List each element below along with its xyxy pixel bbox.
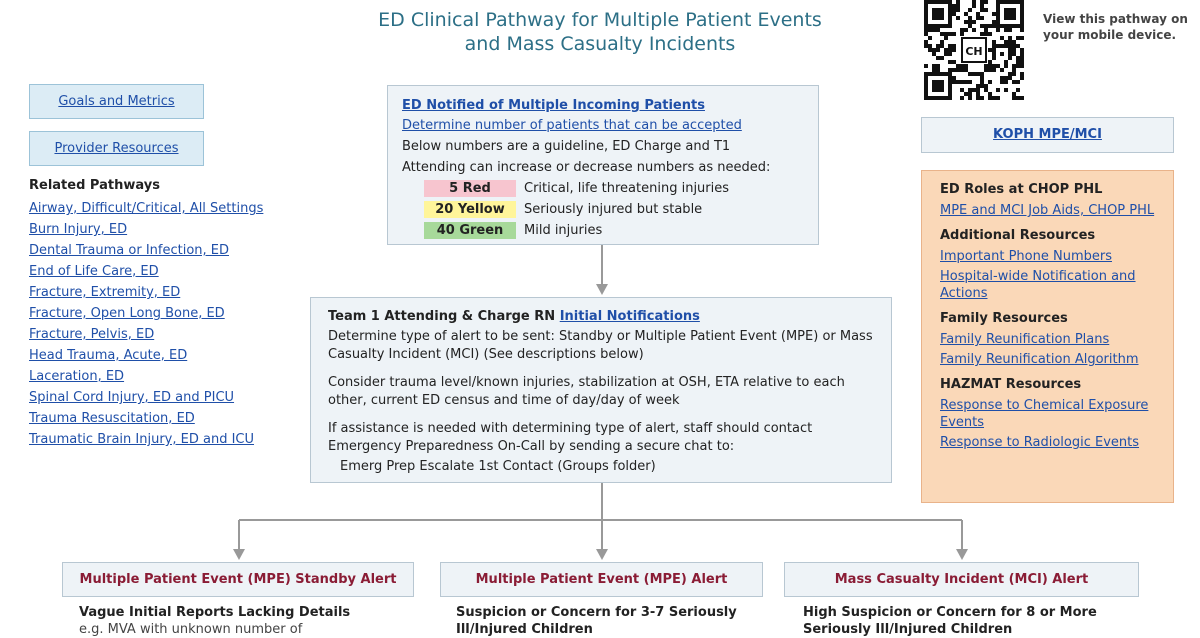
resource-link[interactable]: MPE and MCI Job Aids, CHOP PHL bbox=[940, 203, 1155, 218]
resource-link[interactable]: Important Phone Numbers bbox=[940, 249, 1112, 264]
goals-and-metrics-button[interactable] bbox=[29, 84, 204, 119]
related-pathway-link[interactable]: Fracture, Extremity, ED bbox=[29, 285, 181, 300]
consider-text: Consider trauma level/known injuries, stabilization at OSH, ETA relative to each other, current ED census and time of day/day of week bbox=[328, 375, 845, 408]
section-heading: Family Resources bbox=[940, 311, 1068, 326]
goals-and-metrics-link[interactable]: Goals and Metrics bbox=[58, 94, 175, 109]
yellow-count-badge: 20 Yellow bbox=[424, 201, 516, 218]
alert-criteria: Suspicion or Concern for 3-7 Seriously Ill/Injured Children bbox=[456, 605, 737, 637]
page-title-line1: ED Clinical Pathway for Multiple Patient Events bbox=[378, 9, 822, 31]
team1-heading-text: Team 1 Attending & Charge RN bbox=[328, 309, 560, 324]
alert-type-text: Determine type of alert to be sent: Standby or Multiple Patient Event (MPE) or Mass Casualty Incident (MCI) (See descriptions below) bbox=[328, 329, 873, 362]
related-pathway-link[interactable]: Trauma Resuscitation, ED bbox=[29, 411, 195, 426]
team1-heading bbox=[328, 307, 874, 326]
alert-title: Multiple Patient Event (MPE) Alert bbox=[475, 572, 728, 587]
mpe-standby-alert-box bbox=[62, 562, 414, 597]
triage-description: Seriously injured but stable bbox=[524, 202, 703, 217]
initial-notifications-box bbox=[310, 297, 892, 483]
resource-link[interactable]: Response to Chemical Exposure Events bbox=[940, 398, 1149, 430]
section-heading: Additional Resources bbox=[940, 228, 1096, 243]
mci-alert-box bbox=[784, 562, 1139, 597]
section-heading: ED Roles at CHOP PHL bbox=[940, 182, 1103, 197]
triage-description: Mild injuries bbox=[524, 223, 603, 238]
related-pathway-link[interactable]: Traumatic Brain Injury, ED and ICU bbox=[29, 432, 255, 447]
resource-link[interactable]: Hospital-wide Notification and Actions bbox=[940, 269, 1136, 301]
related-pathway-link[interactable]: Fracture, Open Long Bone, ED bbox=[29, 306, 225, 321]
assistance-text: If assistance is needed with determining type of alert, staff should contact Emergency Preparedness On-Call by sending a secure chat to: bbox=[328, 421, 813, 454]
page-title bbox=[300, 8, 900, 56]
section-heading: HAZMAT Resources bbox=[940, 377, 1082, 392]
page-title-line2: and Mass Casualty Incidents bbox=[464, 33, 736, 55]
resources-panel bbox=[921, 170, 1174, 503]
alert-criteria: High Suspicion or Concern for 8 or More Seriously Ill/Injured Children bbox=[803, 605, 1097, 637]
ed-notified-heading-link[interactable]: ED Notified of Multiple Incoming Patients bbox=[402, 98, 705, 113]
resource-link[interactable]: Response to Radiologic Events bbox=[940, 435, 1140, 450]
resource-link[interactable]: Family Reunification Algorithm bbox=[940, 352, 1139, 367]
related-pathway-link[interactable]: Spinal Cord Injury, ED and PICU bbox=[29, 390, 235, 405]
related-pathways-heading: Related Pathways bbox=[29, 178, 160, 193]
resource-link[interactable]: Family Reunification Plans bbox=[940, 332, 1110, 347]
red-count-badge: 5 Red bbox=[424, 180, 516, 197]
koph-mpe-mci-link[interactable]: KOPH MPE/MCI bbox=[993, 127, 1102, 142]
triage-description: Critical, life threatening injuries bbox=[524, 181, 730, 196]
koph-box[interactable] bbox=[921, 117, 1174, 153]
alert-criteria bbox=[79, 604, 419, 638]
related-pathways-list bbox=[29, 198, 263, 450]
attending-text: Attending can increase or decrease numbers as needed: bbox=[402, 160, 771, 175]
alert-criteria-detail: e.g. MVA with unknown number of bbox=[79, 622, 303, 637]
provider-resources-button[interactable] bbox=[29, 131, 204, 166]
alert-title: Multiple Patient Event (MPE) Standby Alert bbox=[79, 572, 397, 587]
related-pathway-link[interactable]: Head Trauma, Acute, ED bbox=[29, 348, 188, 363]
related-pathway-link[interactable]: Fracture, Pelvis, ED bbox=[29, 327, 155, 342]
related-pathway-link[interactable]: Airway, Difficult/Critical, All Settings bbox=[29, 201, 264, 216]
guideline-text: Below numbers are a guideline, ED Charge and T1 bbox=[402, 139, 731, 154]
notification-box bbox=[387, 85, 819, 245]
mpe-alert-box bbox=[440, 562, 763, 597]
qr-logo-text: CH bbox=[965, 45, 983, 58]
alert-criteria-title: Vague Initial Reports Lacking Details bbox=[79, 605, 351, 620]
alert-title: Mass Casualty Incident (MCI) Alert bbox=[834, 572, 1089, 587]
related-pathway-link[interactable]: Burn Injury, ED bbox=[29, 222, 128, 237]
related-pathway-link[interactable]: Dental Trauma or Infection, ED bbox=[29, 243, 230, 258]
green-count-badge: 40 Green bbox=[424, 222, 516, 239]
triage-row-green bbox=[402, 220, 804, 241]
qr-code-icon[interactable] bbox=[921, 0, 1027, 100]
provider-resources-link[interactable]: Provider Resources bbox=[54, 141, 179, 156]
initial-notifications-link[interactable]: Initial Notifications bbox=[559, 309, 700, 324]
triage-row-red bbox=[402, 178, 804, 199]
related-pathway-link[interactable]: End of Life Care, ED bbox=[29, 264, 159, 279]
related-pathway-link[interactable]: Laceration, ED bbox=[29, 369, 125, 384]
qr-caption: View this pathway on your mobile device. bbox=[1043, 12, 1188, 42]
determine-patients-link[interactable]: Determine number of patients that can be accepted bbox=[402, 118, 742, 133]
triage-row-yellow bbox=[402, 199, 804, 220]
secure-chat-target: Emerg Prep Escalate 1st Contact (Groups folder) bbox=[340, 459, 656, 474]
